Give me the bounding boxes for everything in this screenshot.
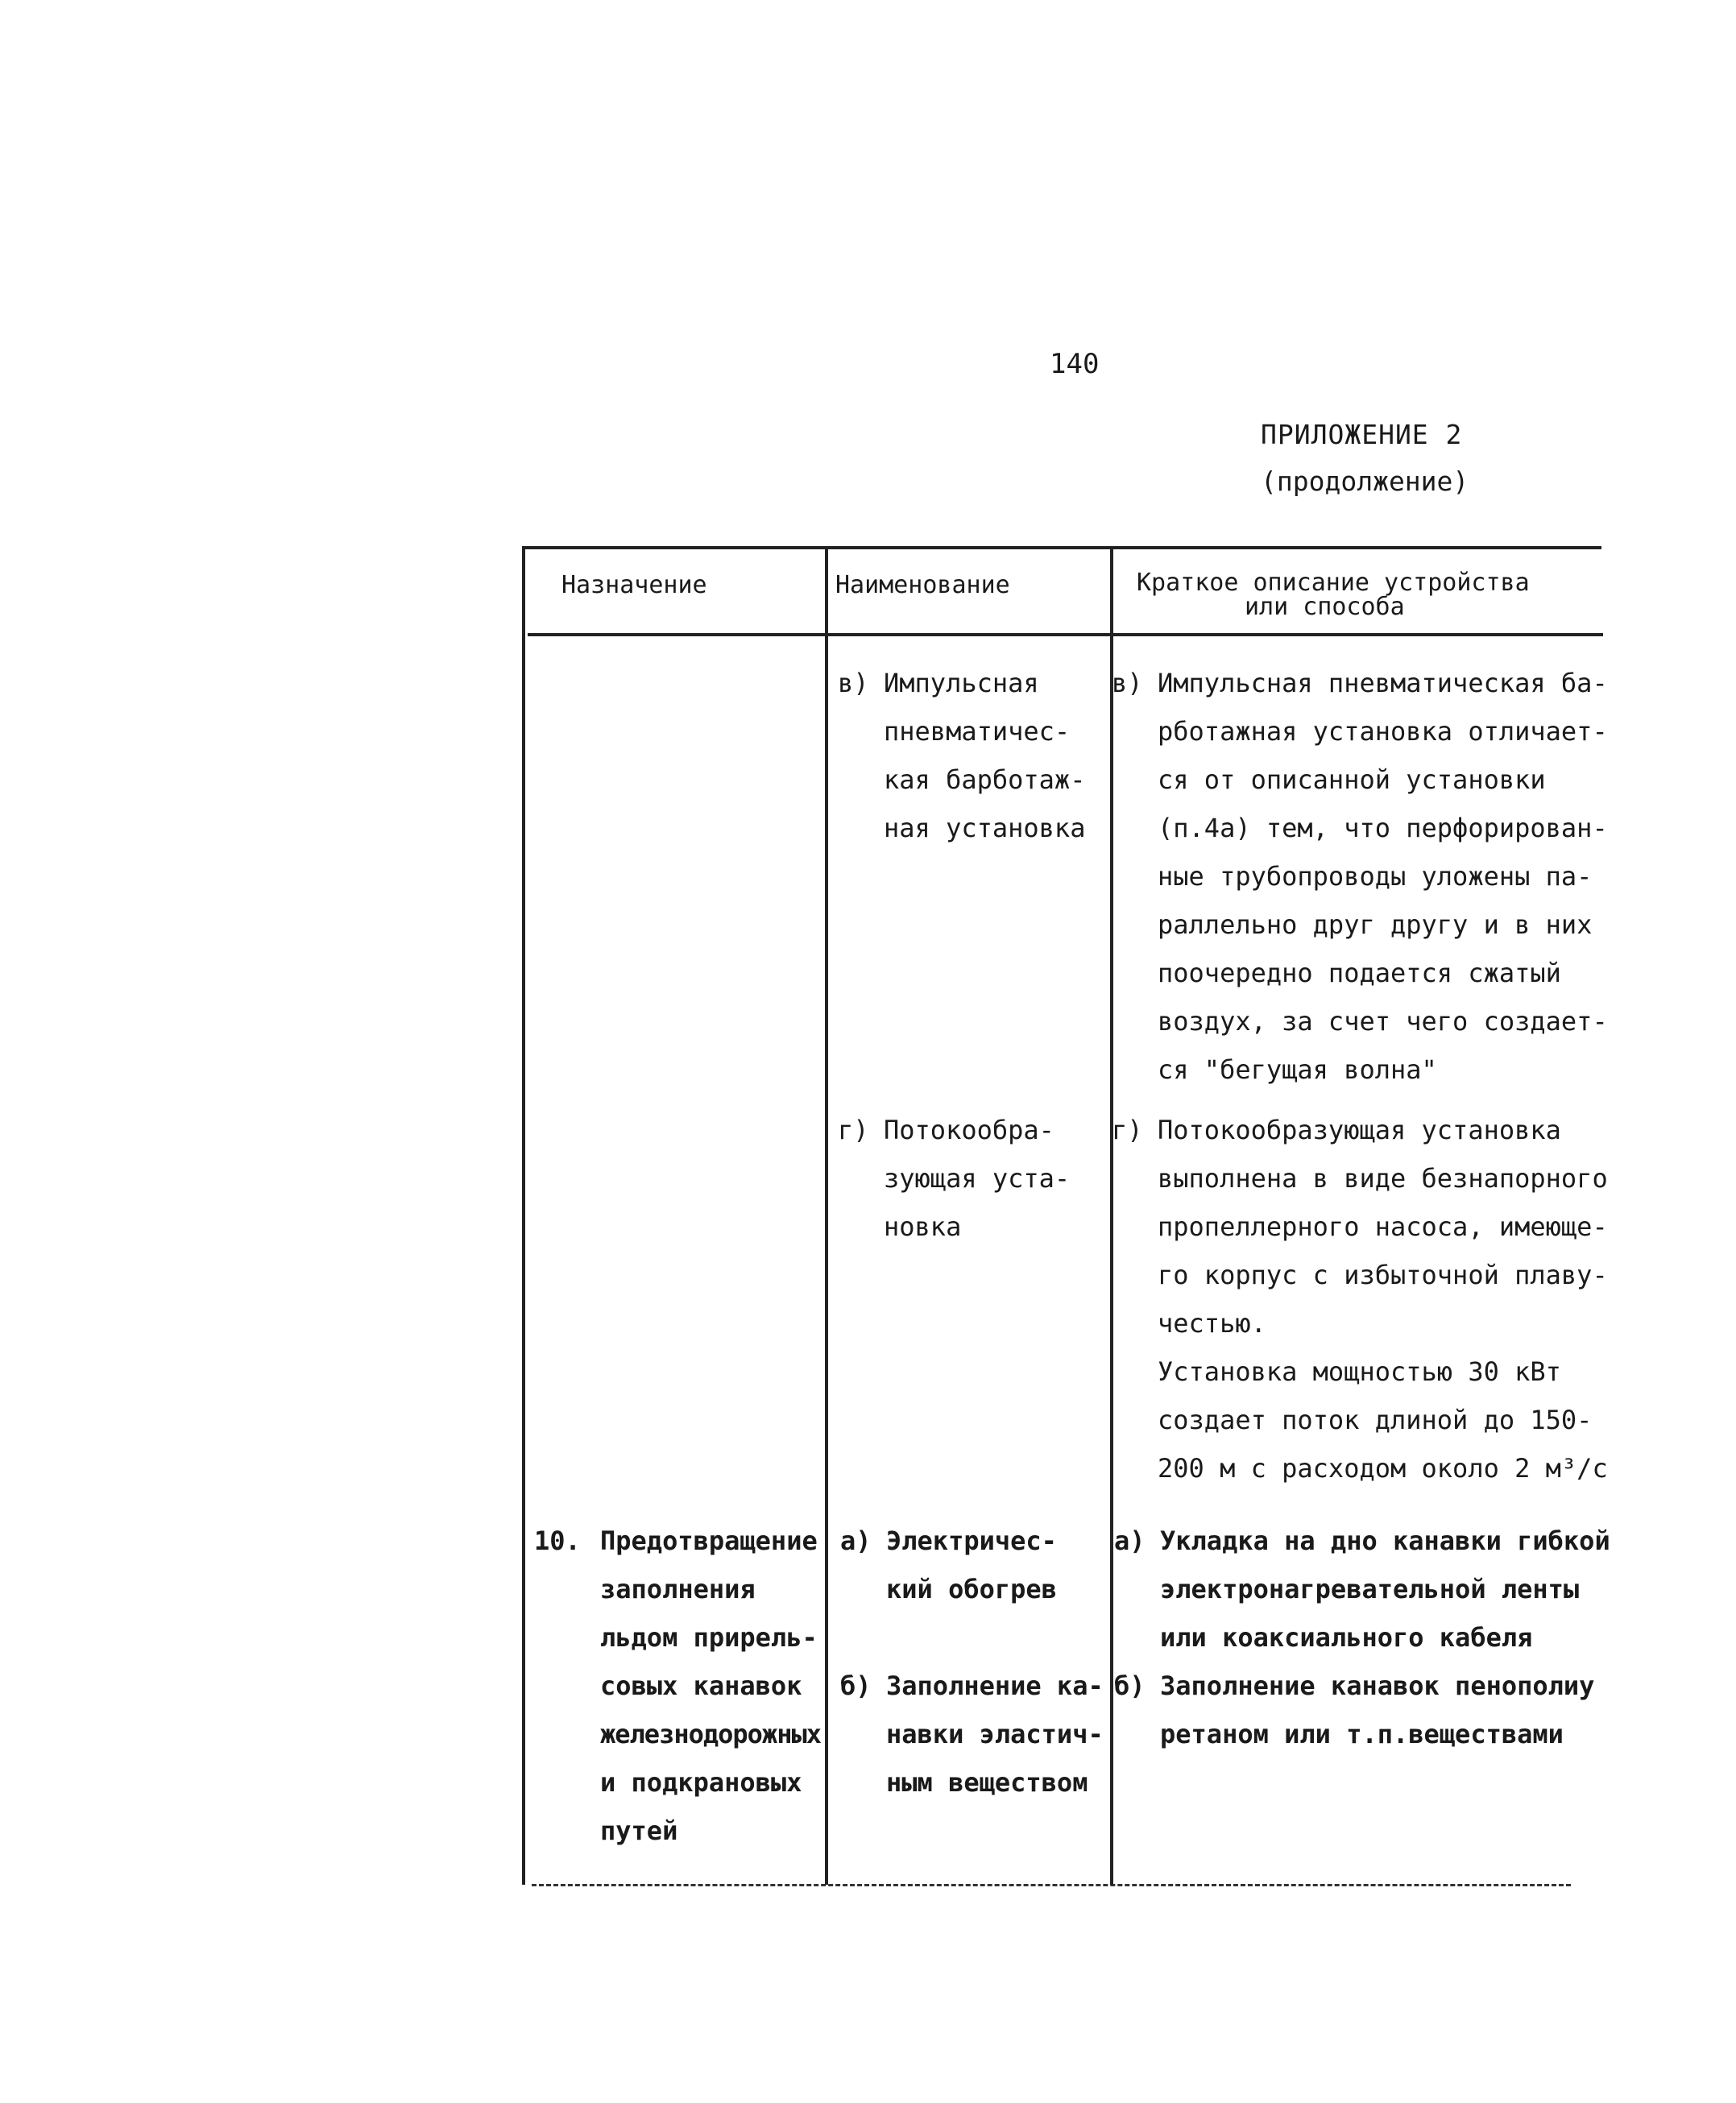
desc-a-line: электронагревательной ленты bbox=[1160, 1574, 1580, 1604]
name-v-line: кая барботаж- bbox=[884, 764, 1086, 795]
name-b-line: навки эластич- bbox=[886, 1719, 1104, 1749]
desc-b-line: Заполнение канавок пенополиу bbox=[1160, 1670, 1595, 1701]
desc-v-line: раллельно друг другу и в них bbox=[1158, 909, 1593, 940]
desc-g-line: го корпус с избыточной плаву- bbox=[1158, 1260, 1608, 1290]
desc-v-line: ные трубопроводы уложены па- bbox=[1158, 861, 1593, 892]
desc-marker-v: в) bbox=[1112, 668, 1143, 698]
name-marker-b: б) bbox=[840, 1670, 872, 1701]
appendix-subtitle: (продолжение) bbox=[1261, 466, 1469, 497]
name-marker-g: г) bbox=[838, 1115, 869, 1145]
page-number: 140 bbox=[1050, 348, 1100, 380]
desc-v-line: (п.4а) тем, что перфорирован- bbox=[1158, 813, 1608, 843]
desc-g-line: Потокообразующая установка bbox=[1158, 1115, 1561, 1145]
desc-v-line: поочередно подается сжатый bbox=[1158, 958, 1561, 988]
name-g-line: новка bbox=[884, 1211, 962, 1242]
purpose-line: Предотвращение bbox=[600, 1526, 818, 1556]
name-g-line: Потокообра- bbox=[884, 1115, 1054, 1145]
desc-a-line: Укладка на дно канавки гибкой bbox=[1160, 1526, 1610, 1556]
column-divider-left bbox=[522, 546, 525, 1885]
table-top-border bbox=[522, 546, 1601, 549]
desc-g-line: выполнена в виде безнапорного bbox=[1158, 1163, 1608, 1194]
desc-a-line: или коаксиального кабеля bbox=[1160, 1622, 1533, 1653]
header-description-line2: или способа bbox=[1245, 593, 1405, 621]
desc-v-line: Импульсная пневматическая ба- bbox=[1158, 668, 1608, 698]
name-b-line: ным веществом bbox=[886, 1767, 1088, 1798]
purpose-line: путей bbox=[600, 1815, 678, 1846]
purpose-line: железнодорожных bbox=[600, 1719, 821, 1749]
name-g-line: зующая уста- bbox=[884, 1163, 1071, 1194]
row-number-10: 10. bbox=[534, 1526, 581, 1556]
header-name: Наименование bbox=[835, 571, 1010, 599]
desc-v-line: воздух, за счет чего создает- bbox=[1158, 1006, 1608, 1037]
purpose-line: льдом прирель- bbox=[600, 1622, 818, 1653]
name-b-line: Заполнение ка- bbox=[886, 1670, 1104, 1701]
desc-marker-g: г) bbox=[1112, 1115, 1143, 1145]
desc-g-line: 200 м с расходом около 2 м³/с bbox=[1158, 1453, 1608, 1484]
desc-g-line: Установка мощностью 30 кВт bbox=[1158, 1356, 1561, 1387]
desc-v-line: рботажная установка отличает- bbox=[1158, 716, 1608, 747]
desc-g-line: честью. bbox=[1158, 1308, 1266, 1339]
name-v-line: пневматичес- bbox=[884, 716, 1071, 747]
desc-v-line: ся "бегущая волна" bbox=[1158, 1054, 1437, 1085]
purpose-line: и подкрановых bbox=[600, 1767, 802, 1798]
desc-marker-b: б) bbox=[1114, 1670, 1146, 1701]
column-divider-1 bbox=[825, 546, 828, 1885]
name-marker-a: а) bbox=[840, 1526, 872, 1556]
appendix-title: ПРИЛОЖЕНИЕ 2 bbox=[1261, 419, 1463, 450]
desc-marker-a: а) bbox=[1114, 1526, 1146, 1556]
name-a-line: кий обогрев bbox=[886, 1574, 1057, 1604]
header-description-line1: Краткое описание устройства bbox=[1137, 569, 1530, 597]
desc-g-line: пропеллерного насоса, имеюще- bbox=[1158, 1211, 1608, 1242]
desc-v-line: ся от описанной установки bbox=[1158, 764, 1546, 795]
name-v-line: Импульсная bbox=[884, 668, 1039, 698]
name-a-line: Электричес- bbox=[886, 1526, 1057, 1556]
purpose-line: заполнения bbox=[600, 1574, 756, 1604]
table-bottom-border bbox=[532, 1884, 1571, 1886]
table-header-divider bbox=[528, 633, 1603, 636]
desc-g-line: создает поток длиной до 150- bbox=[1158, 1405, 1593, 1435]
column-divider-2 bbox=[1110, 546, 1113, 1885]
purpose-line: совых канавок bbox=[600, 1670, 802, 1701]
desc-b-line: ретаном или т.п.веществами bbox=[1160, 1719, 1564, 1749]
header-purpose: Назначение bbox=[561, 571, 707, 599]
name-v-line: ная установка bbox=[884, 813, 1086, 843]
name-marker-v: в) bbox=[838, 668, 869, 698]
